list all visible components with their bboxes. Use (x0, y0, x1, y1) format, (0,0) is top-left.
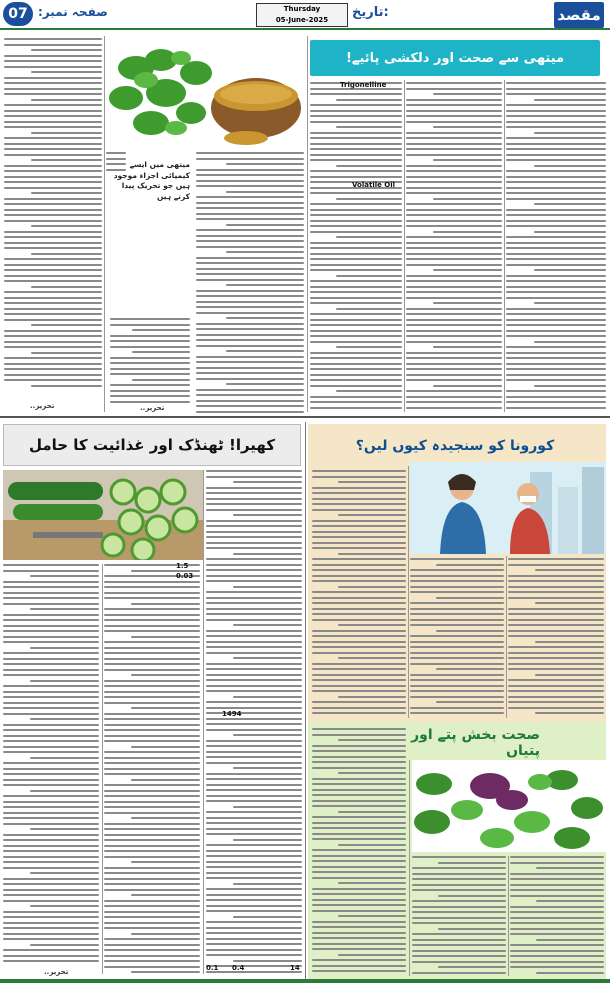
column-divider (307, 36, 308, 412)
corona-illustration (410, 462, 606, 554)
column-divider (504, 80, 505, 412)
leaves-column-3 (510, 856, 604, 976)
cucumber-number: 14 (290, 964, 300, 972)
column-divider (408, 466, 409, 718)
cucumber-column-2 (104, 564, 200, 974)
column-divider (404, 80, 405, 412)
cucumber-credit: تحریر.. (44, 968, 69, 976)
methi-column-7 (506, 82, 606, 412)
cucumber-number: 0.03 (176, 572, 194, 580)
methi-column-3 (110, 318, 190, 406)
column-divider (102, 564, 103, 974)
page-footer-bar (0, 979, 610, 983)
date-label: تاریخ: (352, 5, 389, 20)
cucumber-photo (3, 470, 203, 560)
newspaper-logo: مقصد (554, 2, 604, 28)
page-header (0, 0, 610, 30)
cucumber-column-1 (3, 564, 99, 964)
methi-title-banner: میتھی سے صحت اور دلکشی پائیے! (310, 40, 600, 76)
cucumber-number: 0.4 (232, 964, 245, 972)
methi-credit-2: تحریر.. (140, 404, 165, 412)
column-divider (409, 760, 410, 976)
page-number: 07 (3, 2, 33, 26)
term-volatile-oil: Volatile Oil (352, 181, 396, 189)
cucumber-column-3 (206, 470, 302, 974)
leaves-title: صحت بخش پتے اور پتیاں (411, 727, 540, 759)
leaves-column-2 (412, 856, 506, 976)
term-trigonelline: Trigonelline (340, 81, 387, 89)
column-divider (104, 36, 105, 412)
column-divider (508, 856, 509, 976)
leaves-column-1 (312, 728, 406, 976)
methi-photo (106, 38, 306, 148)
section-divider (305, 422, 306, 980)
date-box (256, 3, 348, 27)
cucumber-number: 1494 (222, 710, 242, 718)
cucumber-number: 1.5 (176, 562, 189, 570)
column-divider (203, 470, 204, 974)
corona-column-3 (508, 558, 604, 718)
methi-column-5 (310, 82, 402, 412)
methi-column-4 (196, 152, 304, 414)
corona-column-2 (410, 558, 504, 718)
corona-title: کورونا کو سنجیدہ کیوں لیں؟ (355, 438, 555, 454)
cucumber-title: کھیرا! ٹھنڈک اور غذائیت کا حامل (3, 424, 301, 466)
corona-column-1 (312, 470, 406, 718)
cucumber-number: 0.1 (206, 964, 219, 972)
column-divider (506, 556, 507, 718)
date-value: 05-June-2025 (275, 16, 329, 24)
methi-highlight-quote: میتھی میں ایسے کیمیائی اجزاء موجود ہیں جو تحریک پیدا کرتے ہیں (113, 160, 190, 201)
leaves-photo (412, 760, 606, 852)
methi-column-6 (406, 82, 502, 412)
page-label: صفحہ نمبر: (38, 5, 108, 19)
methi-column-1 (4, 38, 102, 410)
weekday: Thursday (283, 5, 321, 13)
methi-credit: تحریر.. (30, 402, 55, 410)
